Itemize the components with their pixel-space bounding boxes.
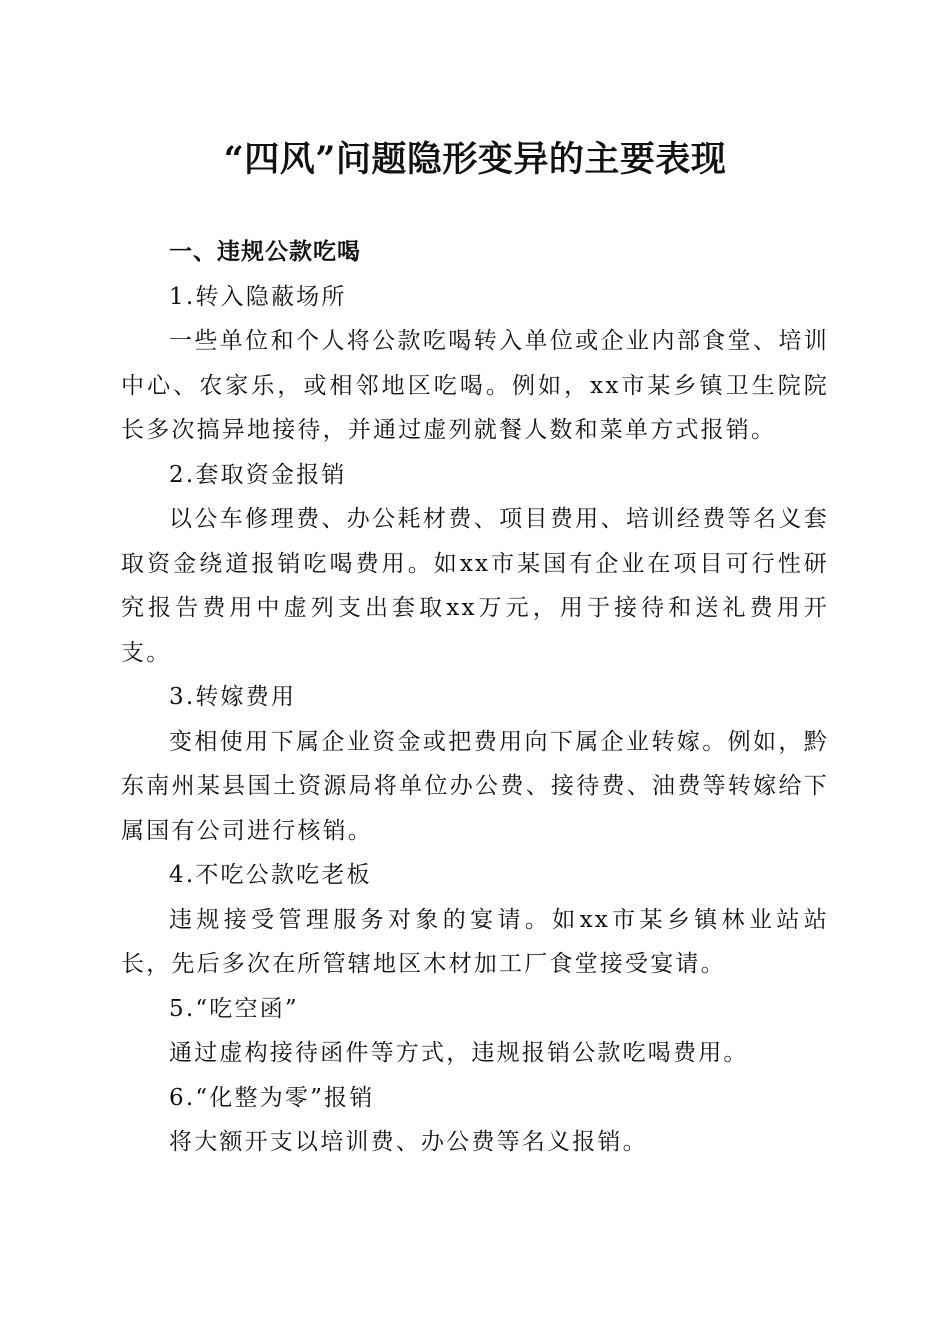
- item-heading-5: 5.“吃空函”: [169, 995, 299, 1022]
- item-heading-4: 4.不吃公款吃老板: [169, 862, 372, 888]
- item-heading-1: 1.转入隐蔽场所: [169, 283, 347, 310]
- item-body-3: 变相使用下属企业资金或把费用向下属企业转嫁。例如，黔东南州某县国土资源局将单位办公费、接待费、油费等转嫁给下属国有公司进行核销。: [121, 728, 829, 844]
- item-heading-3: 3.转嫁费用: [169, 684, 297, 710]
- item-body-2: 以公车修理费、办公耗材费、项目费用、培训经费等名义套取资金绕道报销吃喝费用。如xx市某国有企业在项目可行性研究报告费用中虚列支出套取xx万元，用于接待和送礼费用开支。: [121, 506, 829, 666]
- section-heading: 一、违规公款吃喝: [169, 239, 361, 265]
- item-body-1: 一些单位和个人将公款吃喝转入单位或企业内部食堂、培训中心、农家乐，或相邻地区吃喝。例如，xx市某乡镇卫生院院长多次搞异地接待，并通过虚列就餐人数和菜单方式报销。: [121, 328, 829, 443]
- item-body-4: 违规接受管理服务对象的宴请。如xx市某乡镇林业站站长，先后多次在所管辖地区木材加工厂食堂接受宴请。: [121, 906, 829, 977]
- document-title: “四风”问题隐形变异的主要表现: [223, 139, 727, 180]
- item-body-6: 将大额开支以培训费、办公费等名义报销。: [169, 1129, 648, 1155]
- document-body: [121, 230, 829, 1165]
- item-heading-2: 2.套取资金报销: [169, 461, 347, 488]
- item-heading-6: 6.“化整为零”报销: [169, 1084, 375, 1111]
- item-body-5: 通过虚构接待函件等方式，违规报销公款吃喝费用。: [169, 1040, 749, 1066]
